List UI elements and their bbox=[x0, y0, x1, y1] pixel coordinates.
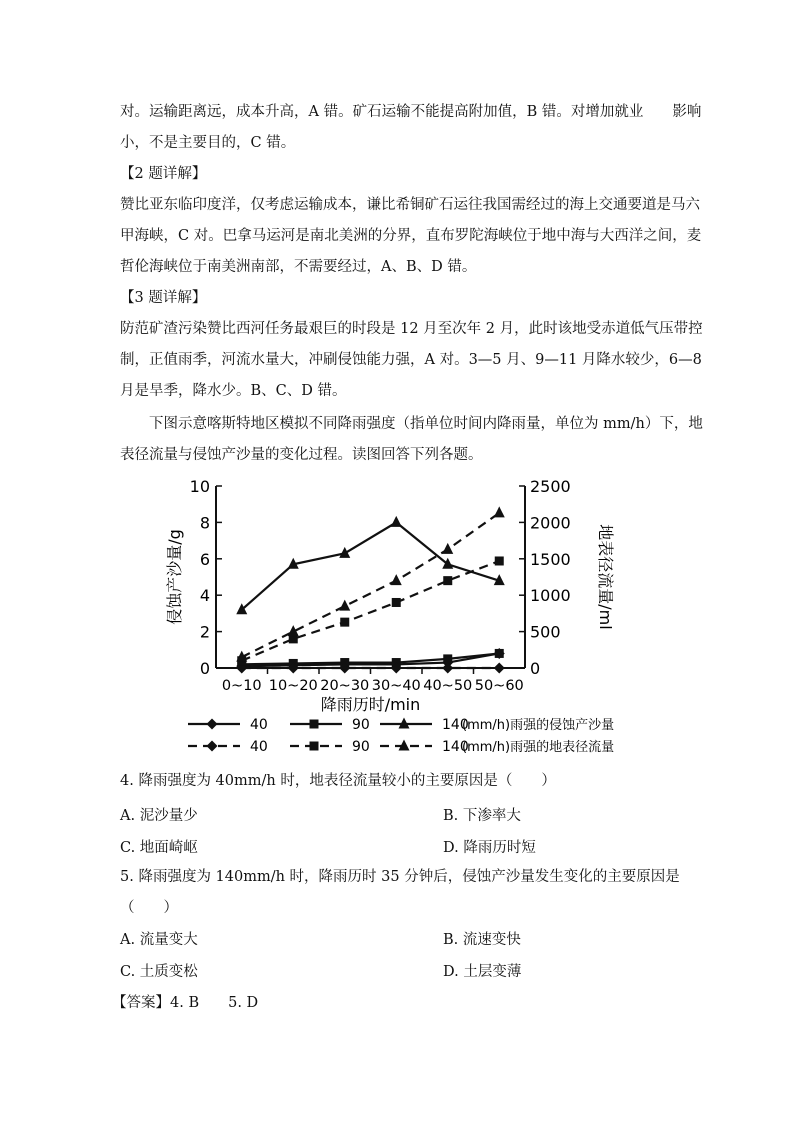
explanation-2-line-3: 哲伦海峡位于南美洲南部，不需要经过，A、B、D 错。 bbox=[120, 259, 477, 275]
legend-label: 90 bbox=[352, 739, 370, 755]
data-point bbox=[391, 574, 402, 585]
right-tick-label: 1000 bbox=[530, 586, 571, 606]
x-tick-label: 0~10 bbox=[221, 678, 262, 694]
x-tick-label: 40~50 bbox=[423, 678, 473, 694]
data-point bbox=[495, 556, 504, 565]
chart-axes bbox=[165, 477, 615, 714]
question-4-option-a: A. 泥沙量少 bbox=[120, 808, 198, 824]
question-5-stem-line-1: 5. 降雨强度为 140mm/h 时，降雨历时 35 分钟后，侵蚀产沙量发生变化的主要原因是 bbox=[120, 869, 680, 885]
legend-label: 40 bbox=[250, 717, 268, 733]
right-tick-label: 1500 bbox=[530, 549, 571, 569]
left-tick-label: 2 bbox=[199, 622, 210, 642]
section-heading-2: 【2 题详解】 bbox=[120, 166, 207, 182]
series-line bbox=[242, 522, 500, 609]
answer-line: 【答案】4. B 5. D bbox=[112, 995, 259, 1011]
legend-label: 140 bbox=[442, 739, 469, 755]
data-point bbox=[495, 649, 504, 658]
x-tick-label: 50~60 bbox=[474, 678, 524, 694]
legend-suffix: (mm/h)雨强的侵蚀产沙量 bbox=[462, 718, 615, 733]
question-5-stem-line-2: （ ） bbox=[120, 900, 178, 916]
left-tick-label: 10 bbox=[189, 477, 210, 496]
series-right-triangle bbox=[236, 506, 505, 661]
question-4-option-c: C. 地面崎岖 bbox=[120, 840, 198, 856]
data-point bbox=[494, 506, 505, 517]
explanation-2-line-2: 甲海峡，C 对。巴拿马运河是南北美洲的分界，直布罗陀海峡位于地中海与大西洋之间，麦 bbox=[120, 228, 702, 244]
x-tick-label: 30~40 bbox=[371, 678, 421, 694]
question-5-option-b: B. 流速变快 bbox=[443, 932, 521, 948]
explanation-3-line-3: 月是旱季，降水少。B、C、D 错。 bbox=[120, 383, 347, 399]
series-line bbox=[242, 653, 500, 664]
question-4-option-d: D. 降雨历时短 bbox=[443, 840, 536, 856]
explanation-3-line-2: 制，正值雨季，河流水量大，冲刷侵蚀能力强，A 对。3—5 月、9—11 月降水较少，6—8 bbox=[120, 352, 702, 368]
data-point bbox=[442, 543, 453, 554]
data-point bbox=[494, 663, 505, 674]
left-axis-title: 侵蚀产沙量/g bbox=[165, 529, 184, 625]
explanation-2-line-1: 赞比亚东临印度洋，仅考虑运输成本，谦比希铜矿石运往我国需经过的海上交通要道是马六 bbox=[120, 197, 700, 213]
explanation-3-line-1: 防范矿渣污染赞比西河任务最艰巨的时段是 12 月至次年 2 月，此时该地受赤道低气压带控 bbox=[120, 321, 703, 337]
legend-marker bbox=[310, 720, 319, 729]
right-tick-label: 2000 bbox=[530, 513, 571, 533]
legend-marker bbox=[207, 719, 218, 730]
left-tick-label: 4 bbox=[199, 586, 210, 606]
data-point bbox=[443, 576, 452, 585]
section-heading-3: 【3 题详解】 bbox=[120, 290, 207, 306]
data-point bbox=[391, 516, 402, 527]
right-tick-label: 2500 bbox=[530, 477, 571, 496]
x-tick-label: 20~30 bbox=[320, 678, 370, 694]
legend-suffix: (mm/h)雨强的地表径流量 bbox=[462, 740, 615, 755]
left-tick-label: 0 bbox=[199, 659, 210, 678]
runoff-sediment-chart bbox=[160, 470, 630, 760]
explanation-1-line-1: 对。运输距离远，成本升高，A 错。矿石运输不能提高附加值，B 错。对增加就业 影响 bbox=[120, 104, 702, 120]
question-5-option-d: D. 土层变薄 bbox=[443, 964, 522, 980]
right-axis-title: 地表径流量/ml bbox=[596, 524, 615, 630]
series-right-square bbox=[237, 556, 504, 665]
figure-intro-line-1: 下图示意喀斯特地区模拟不同降雨强度（指单位时间内降雨量，单位为 mm/h）下，地 bbox=[149, 416, 703, 432]
figure-intro-line-2: 表径流量与侵蚀产沙量的变化过程。读图回答下列各题。 bbox=[120, 447, 483, 463]
x-axis-title: 降雨历时/min bbox=[320, 695, 421, 714]
series-line bbox=[242, 513, 500, 657]
x-tick-label: 10~20 bbox=[268, 678, 318, 694]
question-5-option-c: C. 土质变松 bbox=[120, 964, 198, 980]
data-point bbox=[442, 558, 453, 569]
legend-label: 40 bbox=[250, 739, 268, 755]
left-tick-label: 8 bbox=[199, 513, 210, 533]
question-4-stem: 4. 降雨强度为 40mm/h 时，地表径流量较小的主要原因是（ ） bbox=[120, 773, 556, 789]
right-tick-label: 0 bbox=[530, 659, 541, 678]
data-point bbox=[339, 600, 350, 611]
legend-marker bbox=[207, 741, 218, 752]
left-tick-label: 6 bbox=[199, 549, 210, 569]
data-point bbox=[340, 618, 349, 627]
chart-series bbox=[236, 506, 505, 673]
chart-legend bbox=[188, 717, 614, 755]
legend-marker bbox=[310, 742, 319, 751]
question-5-option-a: A. 流量变大 bbox=[120, 932, 198, 948]
explanation-1-line-2: 小，不是主要目的，C 错。 bbox=[120, 135, 296, 151]
data-point bbox=[443, 654, 452, 663]
right-tick-label: 500 bbox=[530, 622, 561, 642]
data-point bbox=[392, 598, 401, 607]
data-point bbox=[339, 547, 350, 558]
legend-label: 90 bbox=[352, 717, 370, 733]
series-left-triangle bbox=[236, 516, 505, 614]
legend-label: 140 bbox=[442, 717, 469, 733]
question-4-option-b: B. 下渗率大 bbox=[443, 808, 521, 824]
